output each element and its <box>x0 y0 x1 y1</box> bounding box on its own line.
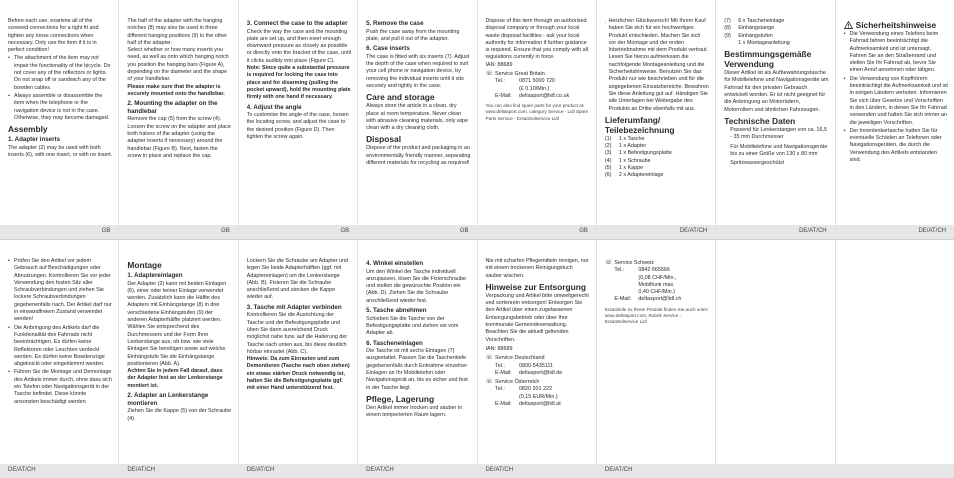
tel-label: Tel.: <box>614 267 625 274</box>
section-text: The adapter (2) may be used with both inserts (6), with one insert, or with no insert. <box>8 144 113 159</box>
tech-text: Passend für Lenkerstangen von ca. 16,5 - 35 mm Durchmesser <box>730 126 828 141</box>
use-heading: Bestimmungsgemäße Verwendung <box>724 49 812 70</box>
book-icon <box>605 18 606 28</box>
scope-heading: Lieferumfang/ Teilebezeichnung <box>604 114 675 135</box>
tel-label: Tel.: <box>495 386 505 393</box>
email-value: deltasport@lidl.at <box>519 401 561 408</box>
body-text: The half of the adapter with the hanging notches (8) may also be used in three different hanging positions (9) to the other half of the adapter. <box>127 18 228 46</box>
phone-icon: ☏ <box>485 355 494 362</box>
page-4 <box>358 0 477 239</box>
assembly-heading: Assembly <box>8 124 48 135</box>
page-footer <box>358 225 476 239</box>
list-item: (1) 1 x Tasche <box>604 135 645 142</box>
section-text: Check the way the case and the mounting plate are set up, and then exert enough downward pressure as closely as possible or directly onto the bracket of the case, until it clicks audibly into place (Figure C). <box>246 28 352 64</box>
list-item: (6) 2 x Adaptereinlage <box>604 172 664 179</box>
footer-lang: DE/AT/CH <box>799 228 827 234</box>
list-item: (9) Einhängstufen <box>724 32 773 39</box>
page-5 <box>478 0 597 239</box>
footer-lang: DE/AT/CH <box>485 467 514 473</box>
footer-lang: GB <box>579 228 588 234</box>
page-footer <box>597 464 715 478</box>
page-footer <box>119 225 237 239</box>
disposal-text: Dispose of this item through an authorised disposal company or through your local waste disposal facilities - ask your local authority for information if further guidance is required. Ensure that you comply with all regulations currently in force. <box>485 18 588 61</box>
care-text: Nie mit scharfen Pflegemitteln reinigen, nur mit einem trockenen Reinigungstuch sauber wischen. <box>485 258 589 279</box>
page-15-blank <box>716 240 835 478</box>
service-block-ch <box>605 260 709 304</box>
use-text: Dieser Artikel ist als Aufbewahrungstasche für Mobiltelefone und Navigationsgeräte am Fahrrad für den privaten Gebrauch entwickelt worden. Er ist nicht geeignet für die Anbringung an Motorrädern, Motorrollern und ähnlichen Fahrzeugen. <box>724 70 829 113</box>
phone-icon: ☏ <box>604 260 613 266</box>
page-footer <box>119 464 237 478</box>
page-14 <box>597 240 716 478</box>
ian-number: IAN: 88689 <box>485 345 513 352</box>
section-heading: 3. Tasche mit Adapter verbinden <box>246 303 342 311</box>
section-heading: 2. Mounting the adapter on the handlebar <box>127 100 218 115</box>
tel-price: (0,08 CHF/Min., <box>638 274 677 281</box>
list-item: • Der Innenlenkertasche hatten Sie für eventuelle Schäden an Telefonen oder Navigationsgeräten, die durch die Verwendung des Artikels entstanden sind. <box>844 128 948 164</box>
congrats-text: Herzlichen Glückwunsch! Mit Ihrem Kauf haben Sie sich für ein hochwertiges Produkt entschieden. Machen Sie sich vor der Montage und der ersten Inbetriebnahme mit dem Produkt vertraut. Lesen Sie hierzu aufmerksam die nachfolgende Montageanleitung und die Sicherheitshinweise. Benutzen Sie das Produkt nur wie beschrieben und für die angegebenen Einsatzbereiche. Bewahren Sie diese Anleitung gut auf. Händigen Sie alle Unterlagen bei Weitergabe des Produkts an Dritte ebenfalls mit aus. <box>608 18 709 112</box>
page-footer <box>716 464 834 478</box>
footer-lang: DE/AT/CH <box>918 228 946 234</box>
tel-price: Mobilfunk max. <box>638 281 675 288</box>
parts-list <box>605 136 709 180</box>
page-footer <box>478 225 596 239</box>
warning-text: Achten Sie in jedem Fall darauf, dass der Adapter fest an der Lenkerstange montiert ist. <box>127 368 223 389</box>
parts-list <box>724 18 828 47</box>
safety-header <box>844 18 948 31</box>
disposal-heading: Disposal <box>366 134 402 145</box>
section-heading: 2. Adapter an Lenkerstange montieren <box>127 392 209 407</box>
page-footer <box>836 225 954 239</box>
section-text: Push the case away from the mounting plate, and pull it out of the adapter. <box>366 28 460 42</box>
page-footer <box>716 225 834 239</box>
body-text: Lockern Sie die Schraube am Adapter und legen Sie beide Adapterhälften (ggf. mit Adaptereinlagen) um die Lenkerstange (Abb. B). Fixieren Sie die Schraube anschließend und stecken die Kappe wieder auf. <box>246 258 349 301</box>
list-item: • Die Verwendung eines Telefons beim Fahrrad fahren beeinträchtigt die Aufmerksamkeit und ist untersagt. Fahren Sie an den Straßenrand und stellen Sie Ihr Fahrrad ab, bevor Sie einen Anruf annehmen oder tätigen. <box>844 31 948 75</box>
page-footer <box>836 464 954 478</box>
page-footer <box>239 464 357 478</box>
service-block-at <box>486 379 590 408</box>
section-heading: 3. Connect the case to the adapter <box>246 20 348 27</box>
section-text: To customise the angle of the case, loosen the locating screw, and adjust the case to the desired position (Figure D). Then tighten the screw again. <box>246 112 349 141</box>
section-text: Um den Winkel der Tasche individuell anzupassen, lösen Sie die Fixierschraube und stellen die gewünschte Position ein (Abb. D). Ziehen Sie die Schraube anschließend wieder fest. <box>366 268 466 304</box>
list-item: (5) 1 x Kappe <box>604 165 644 172</box>
page-2 <box>119 0 238 239</box>
tel-value: 0800-5435111 <box>519 362 553 369</box>
section-heading: 6. Case inserts <box>366 45 410 53</box>
page-footer <box>239 225 357 239</box>
care-text: Den Artikel immer trocken und sauber in einem temperierten Raum lagern. <box>366 404 463 419</box>
tech-heading: Technische Daten <box>724 115 796 126</box>
tech-text: Spritzwassergeschützt <box>730 160 785 167</box>
footer-lang: DE/AT/CH <box>604 467 633 473</box>
footer-lang: DE/AT/CH <box>679 228 708 234</box>
warning-text: Please make sure that the adapter is securely mounted onto the handlebar. <box>127 83 225 97</box>
footer-lang: DE/AT/CH <box>246 467 275 473</box>
disposal-text: Verpackung und Artikel bitte umweltgerecht und sortenrein entsorgen! Entsorgen Sie den Artikel über einen zugelassenen Entsorgungsbetrieb oder über Ihre kommunale Gemeindeverwaltung. Beachten Sie die aktuell geltenden Vorschriften. <box>485 292 589 343</box>
assembly-heading: Montage <box>127 260 162 270</box>
note-text: Note: Since quite a substantial pressure is required for locking the case into place and for disarming (pulling the pocket upward), hold the mounting plate firmly with one hand if necessary. <box>246 65 351 101</box>
page-footer <box>358 464 476 478</box>
section-text: Remove the cap (5) from the screw (4). Loosen the screw on the adapter and place both halves of the adapter (using the adapter inserts if necessary) around the handlebar (Figure B). Next, fasten the screw in place and replace the cap. <box>127 116 231 159</box>
tel-price: 0,40 CHF/Min.) <box>638 289 675 296</box>
tech-text: Für Mobiltelefone und Navigationsgeräte bis zu einer Größe von 130 x 80 mm <box>730 143 828 157</box>
section-text: Schieben Sie die Tasche von der Befestigungsplatte und ziehen sie vom Adapter ab. <box>366 315 459 337</box>
page-13 <box>478 240 597 478</box>
footer-lang: GB <box>101 228 111 234</box>
list-item: (7) 6 x Tascheneinlage <box>724 18 785 24</box>
email-label: E-Mail: <box>495 401 512 408</box>
section-text: Kontrollieren Sie die Ausrichtung der Tasche und der Befestigungsplatte und üben Sie dann ausreichend Druck möglichst nahe bzw. auf die Halterung der Tasche nach unten aus, bis diese deutlich hörbar einrastet (Abb. C). <box>246 312 348 355</box>
footer-lang: DE/AT/CH <box>8 467 36 473</box>
section-heading: 1. Adaptereinlagen <box>127 272 183 279</box>
service-name: Service Deutschland <box>495 355 545 362</box>
body-text: Select whether or how many inserts you need, as well as onto which hanging notch you position the hanging bars (Figure A), depending on the diameter and the shape of your handlebar. <box>127 47 229 83</box>
email-value: deltasport@lidl.ch <box>638 296 682 303</box>
service-name: Service Österreich <box>495 379 540 386</box>
tel-price: (0,15 EUR/Min.) <box>519 393 558 400</box>
warning-icon <box>844 21 853 29</box>
email-label: E-Mail: <box>614 296 632 303</box>
section-heading: 5. Remove the case <box>366 20 424 27</box>
page-9 <box>0 240 119 478</box>
tel-value: 0871 5000 720 <box>519 78 555 85</box>
page-16-blank <box>836 240 954 478</box>
list-item: (2) 1 x Adapter <box>604 143 647 150</box>
list-item: (8) Einhängstange <box>724 25 775 32</box>
ian-number: IAN: 88689 <box>485 61 513 68</box>
section-text: Die Tasche ist mit sechs Einlagen (7) ausgestattet. Passen Sie die Taschentiefe gegebenenfalls durch Entnahme einzelner Einlagen an Ihr Mobiltelefon oder Navigationsgerät an, bis es sicher und fest in der Tasche liegt. <box>366 348 468 391</box>
tel-price: (£ 0.10/Min.) <box>519 85 550 92</box>
section-text: The case is fitted with six inserts (7). Adjust the depth of the case when required to suit your cell phone or navigation device, by removing the individual inserts until it sits securely and tightly in the case. <box>366 53 470 89</box>
footer-lang: DE/AT/CH <box>127 467 155 473</box>
list-item: • Die Verwendung von Kopfhörern beeinträchtigt die Aufmerksamkeit und ist in einigen Ländern verboten. Informieren Sie sich über Gesetze und Vorschriften in den Ländern, in denen Sie Ihr Fahrrad verwenden und halten Sie sich immer an die jeweiligen Vorschriften. <box>844 76 948 127</box>
note-text: Hinweis: Da zum Einrasten und zum Demontieren (Tasche nach oben ziehen) ein etwas stärker Druck notwendig ist, halten Sie die Befestigungsplatte ggf. mit einer Hand unterstützend fest. <box>246 356 350 392</box>
page-3 <box>239 0 358 239</box>
service-block-de <box>486 355 590 377</box>
section-heading: 6. Tascheneinlagen <box>366 339 423 347</box>
disposal-text: Dispose of the product and packaging in an environmentally friendly manner, separating different materials for recycling as required! <box>366 145 471 167</box>
section-heading: 4. Adjust the angle <box>246 103 302 111</box>
list-item: (3) 1 x Befestigungsplatte <box>604 150 672 157</box>
section-heading: 5. Tasche abnehmen <box>366 307 427 315</box>
list-item: • Führen Sie die Montage und Demontage des Artikels immer durch, ohne dass sich ein Telefon oder Navigationsgerät in der Tasche befindet. Diese könnte ansonsten beschädigt werden. <box>8 369 112 405</box>
page-12 <box>358 240 477 478</box>
spare-parts-note: Ersatzteile zu Ihrem Produkt finden Sie auch unter: www.deltasport.com, Rubrik Service - Ersatzteilservice Lidl <box>604 306 709 325</box>
section-heading: 1. Adapter inserts <box>8 136 61 144</box>
page-footer <box>0 225 118 239</box>
service-name: Service Great Britain <box>495 71 545 78</box>
page-11 <box>239 240 358 478</box>
intro-block <box>605 18 709 113</box>
tel-value: 0820 201 222 <box>519 386 552 393</box>
page-8 <box>836 0 954 239</box>
tel-label: Tel.: <box>495 78 505 85</box>
list-item: • Always assemble or disassemble the item when the telephone or the navigation device is not in the case. Otherwise, they may become damaged. <box>8 93 112 122</box>
section-text: Der Adapter (2) kann mit beiden Einlagen (6), einer oder keiner Einlage verwendet werden. Zusätzlich kann die Hälfte des Adapters mit Einhängstange (8) in drei verschiedene Einhängstufen (9) der anderen Adapterhälfte platziert werden. Wählen Sie entsprechend des Durchmessers und der Form Ihrer Lenkerstange aus, ob bzw. wie viele Einlagen Sie benötigen sowie auf welche Einhängstufe Sie die Einhängstange positionieren (Abb. A). <box>127 280 227 367</box>
email-value: deltasport@lidl.co.uk <box>519 92 570 99</box>
footer-lang: GB <box>221 228 230 234</box>
service-block-gb <box>486 71 590 100</box>
phone-icon: ☏ <box>485 71 494 78</box>
page-footer <box>478 464 596 478</box>
safety-heading: Sicherheitshinweise <box>855 20 937 30</box>
tel-label: Tel.: <box>495 362 505 369</box>
tel-value: 0842 665566 <box>638 267 670 274</box>
safety-list <box>844 31 948 164</box>
page-10 <box>119 240 238 478</box>
list-item: • Prüfen Sie den Artikel vor jedem Gebrauch auf Beschädigungen oder Abnutzungen. Kontrollieren Sie vor jeder Verwendung den festen Sitz aller Schraubverbindungen und ziehen Sie lockere Schraubverbindungen gegebenenfalls nach. Der Artikel darf nur in einwandfreiem Zustand verwendet werden! <box>8 258 112 324</box>
care-heading: Pflege, Lagerung <box>366 393 435 404</box>
email-label: E-Mail: <box>495 369 512 376</box>
footer-lang: DE/AT/CH <box>366 467 394 473</box>
page-6 <box>597 0 716 239</box>
page-7 <box>716 0 835 239</box>
email-label: E-Mail: <box>495 92 512 99</box>
section-text: Ziehen Sie die Kappe (5) von der Schraube (4). <box>127 408 232 422</box>
footer-lang: GB <box>459 228 469 234</box>
page-1 <box>0 0 119 239</box>
list-item: • The attachment of the item may not impair the functionality of the bicycle. Do not cover any of the reflectors or lights. Do not snap off or sandwich any of the bowden cables. <box>8 55 112 91</box>
list-item: 1 x Montageanleitung <box>738 39 790 46</box>
safety-list <box>8 258 112 406</box>
page-footer <box>0 464 118 478</box>
list-item: (4) 1 x Schraube <box>604 157 651 164</box>
safety-list <box>8 55 112 122</box>
phone-icon: ☏ <box>485 379 494 386</box>
bottom-spread <box>0 239 954 478</box>
intro-text: Before each use, examine all of the screwed connections for a tight fit and tighten any loose connections when necessary. Only use the item if it is in perfect condition! <box>8 18 99 54</box>
care-heading: Care and storage <box>366 92 435 103</box>
email-value: deltasport@lidl.de <box>519 369 563 376</box>
footer-lang: GB <box>340 228 350 234</box>
section-heading: 4. Winkel einstellen <box>366 260 424 267</box>
spare-parts-note: You can also find spare parts for your product at: www.deltasport.com, category Service - Lidl Spare Parts Service - Ersatzteilservice Lidl <box>485 103 589 121</box>
disposal-heading: Hinweise zur Entsorgung <box>485 281 587 292</box>
service-name: Service Schweiz <box>614 260 654 266</box>
list-item: • Die Anbringung des Artikels darf die Funktionalität des Fahrrads nicht beeinträchtigen. Es dürfen keine Reflektoren oder Leuchten verdeckt werden. Es dürfen keine Bowdenzüge abgeknickt oder eingeklemmt werden. <box>8 325 112 369</box>
care-text: Always store the article in a clean, dry place at room temperature. Never clean with abrasive cleaning materials, only wipe clean with a dry cleaning cloth. <box>366 103 468 132</box>
page-footer <box>597 225 715 239</box>
